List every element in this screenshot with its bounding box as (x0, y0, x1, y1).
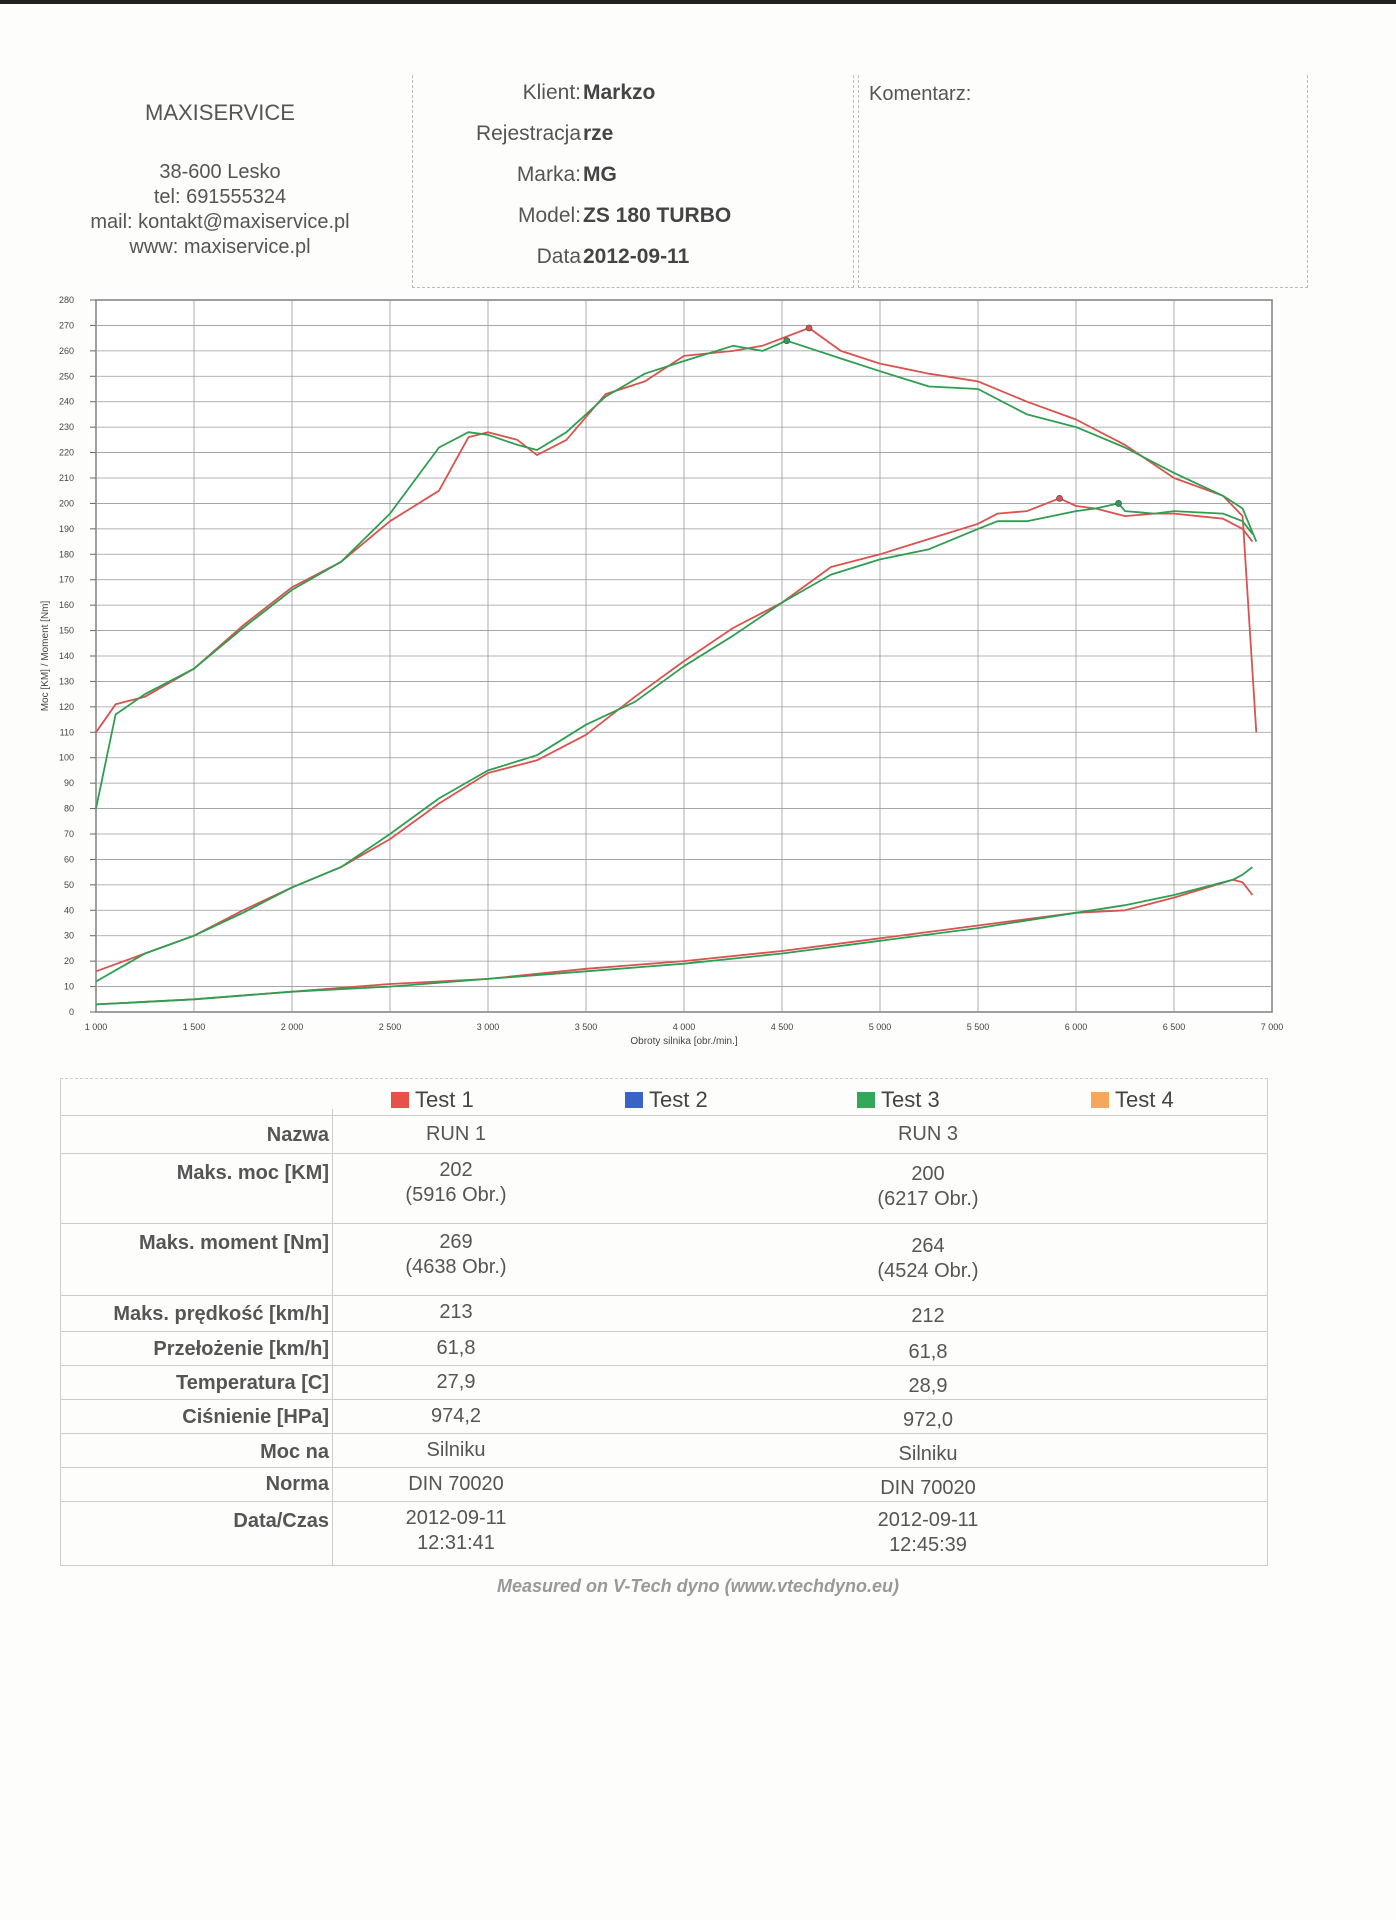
top-rule (0, 0, 1396, 4)
client-label: Rejestracja (475, 122, 581, 145)
client-row-marka (413, 163, 853, 203)
results-test3-value: 200 (6217 Obr.) (877, 1163, 979, 1210)
y-tick-label: 220 (58, 447, 74, 458)
y-tick-label: 250 (58, 371, 74, 382)
results-test3-value: 212 (911, 1305, 945, 1327)
results-test3-value: Silniku (898, 1443, 958, 1465)
results-label: Moc na (260, 1441, 329, 1463)
company-phone: tel: 691555324 (153, 186, 287, 208)
x-tick-label: 6 500 (1162, 1022, 1186, 1032)
y-tick-label: 210 (58, 473, 74, 483)
results-table (60, 1078, 1268, 1566)
dyno-chart (0, 290, 1300, 1060)
results-label: Maks. moment [Nm] (138, 1232, 329, 1254)
y-tick-label: 270 (58, 320, 74, 331)
results-test3-value: 28,9 (908, 1375, 948, 1397)
client-row-model (413, 204, 853, 244)
results-test3-value: 264 (4524 Obr.) (877, 1235, 979, 1282)
y-axis-label: Moc [KM] / Moment [Nm] (40, 600, 51, 712)
results-label: Nazwa (266, 1124, 329, 1146)
client-row-rejestracja (413, 122, 853, 162)
legend-swatch (857, 1092, 875, 1108)
legend-test-3 (857, 1087, 940, 1113)
peak-marker (1057, 495, 1063, 501)
legend-swatch (1091, 1092, 1109, 1108)
company-block (60, 100, 380, 260)
legend-label: Test 2 (649, 1087, 708, 1112)
y-tick-label: 280 (58, 295, 74, 305)
results-test1-value: 269 (4638 Obr.) (405, 1231, 507, 1278)
y-tick-label: 100 (58, 752, 74, 763)
y-tick-label: 50 (63, 879, 74, 890)
results-test3-value: 61,8 (908, 1341, 948, 1363)
client-label: Data (536, 245, 581, 268)
y-tick-label: 10 (63, 981, 74, 992)
results-test1-value: 2012-09-11 12:31:41 (405, 1507, 507, 1554)
y-tick-label: 260 (58, 345, 74, 356)
x-tick-label: 3 500 (574, 1022, 598, 1032)
results-test1-value: Silniku (426, 1439, 486, 1461)
results-test1-value: 202 (5916 Obr.) (405, 1159, 507, 1206)
company-name: MAXISERVICE (145, 100, 295, 125)
legend-test-4 (1091, 1087, 1174, 1113)
client-row-data (413, 245, 853, 285)
client-label: Model: (517, 204, 581, 227)
client-value: rze (583, 122, 614, 145)
results-test1-value: 213 (439, 1301, 473, 1323)
x-tick-label: 4 500 (770, 1022, 794, 1032)
y-tick-label: 0 (68, 1007, 74, 1017)
y-tick-label: 180 (58, 549, 74, 560)
results-row (61, 1501, 1267, 1566)
company-www: www: maxiservice.pl (129, 236, 311, 258)
results-test3-value: 972,0 (902, 1409, 954, 1431)
results-row (61, 1365, 1267, 1400)
results-label: Data/Czas (233, 1510, 329, 1532)
y-tick-label: 130 (58, 676, 74, 687)
y-tick-label: 160 (58, 600, 74, 611)
results-label: Przełożenie [km/h] (153, 1338, 329, 1360)
x-tick-label: 6 000 (1064, 1022, 1088, 1032)
y-tick-label: 200 (58, 498, 74, 509)
y-tick-label: 40 (63, 905, 74, 916)
results-test3-value: DIN 70020 (880, 1477, 976, 1499)
results-test1-value: 61,8 (436, 1337, 476, 1359)
results-label: Ciśnienie [HPa] (182, 1406, 329, 1428)
results-row (61, 1223, 1267, 1296)
x-tick-label: 1 000 (84, 1022, 108, 1032)
y-tick-label: 80 (63, 803, 74, 814)
x-tick-label: 2 500 (378, 1022, 402, 1032)
client-label: Klient: (522, 81, 581, 104)
client-value: ZS 180 TURBO (583, 204, 732, 227)
legend-test-2 (625, 1087, 708, 1113)
client-box (412, 75, 854, 288)
x-tick-label: 5 500 (966, 1022, 990, 1032)
results-label: Maks. prędkość [km/h] (113, 1303, 329, 1325)
client-value: 2012-09-11 (583, 245, 690, 268)
results-test3-value: RUN 3 (897, 1123, 958, 1145)
client-row-klient (413, 81, 853, 121)
comment-box (858, 75, 1308, 288)
legend-label: Test 3 (881, 1087, 940, 1112)
comment-label: Komentarz: (869, 83, 972, 105)
y-tick-label: 230 (58, 422, 74, 433)
x-axis-label: Obroty silnika [obr./min.] (630, 1036, 738, 1047)
results-label: Norma (265, 1473, 329, 1495)
y-tick-label: 140 (58, 651, 74, 661)
results-test1-value: RUN 1 (425, 1123, 486, 1145)
results-row (61, 1433, 1267, 1468)
company-address: 38-600 Lesko (159, 161, 281, 183)
legend-test-1 (391, 1087, 474, 1113)
client-value: Markzo (583, 81, 656, 104)
results-row (61, 1467, 1267, 1502)
client-label: Marka: (516, 163, 581, 186)
legend-label: Test 4 (1115, 1087, 1174, 1112)
x-tick-label: 7 000 (1260, 1022, 1284, 1032)
results-test1-value: 974,2 (430, 1405, 482, 1427)
x-tick-label: 3 000 (476, 1022, 500, 1032)
y-tick-label: 90 (63, 778, 74, 789)
legend-swatch (391, 1092, 409, 1108)
results-row (61, 1399, 1267, 1434)
legend-label: Test 1 (415, 1087, 474, 1112)
legend-swatch (625, 1092, 643, 1108)
results-row (61, 1115, 1267, 1154)
x-tick-label: 2 000 (280, 1022, 304, 1032)
results-row (61, 1295, 1267, 1332)
peak-marker (1116, 500, 1122, 506)
y-tick-label: 110 (59, 727, 74, 738)
results-row (61, 1331, 1267, 1366)
results-test1-value: DIN 70020 (408, 1473, 504, 1495)
y-tick-label: 60 (63, 854, 74, 865)
y-tick-label: 20 (63, 956, 74, 967)
y-tick-label: 70 (63, 829, 74, 839)
results-test3-value: 2012-09-11 12:45:39 (877, 1509, 979, 1556)
results-test1-value: 27,9 (436, 1371, 476, 1393)
y-tick-label: 240 (58, 396, 74, 407)
y-tick-label: 120 (58, 701, 74, 712)
results-label: Maks. moc [KM] (176, 1162, 329, 1184)
company-mail: mail: kontakt@maxiservice.pl (90, 211, 350, 233)
results-label: Temperatura [C] (176, 1372, 329, 1394)
peak-marker (784, 338, 790, 344)
y-tick-label: 30 (63, 930, 74, 941)
results-row (61, 1153, 1267, 1224)
y-tick-label: 170 (58, 574, 74, 585)
y-tick-label: 190 (58, 523, 74, 534)
client-value: MG (583, 163, 617, 186)
x-tick-label: 5 000 (868, 1022, 892, 1032)
y-tick-label: 150 (58, 625, 74, 636)
x-tick-label: 4 000 (672, 1022, 696, 1032)
peak-marker (806, 325, 812, 331)
footer-note: Measured on V-Tech dyno (www.vtechdyno.eu) (496, 1576, 900, 1596)
x-tick-label: 1 500 (182, 1022, 206, 1032)
